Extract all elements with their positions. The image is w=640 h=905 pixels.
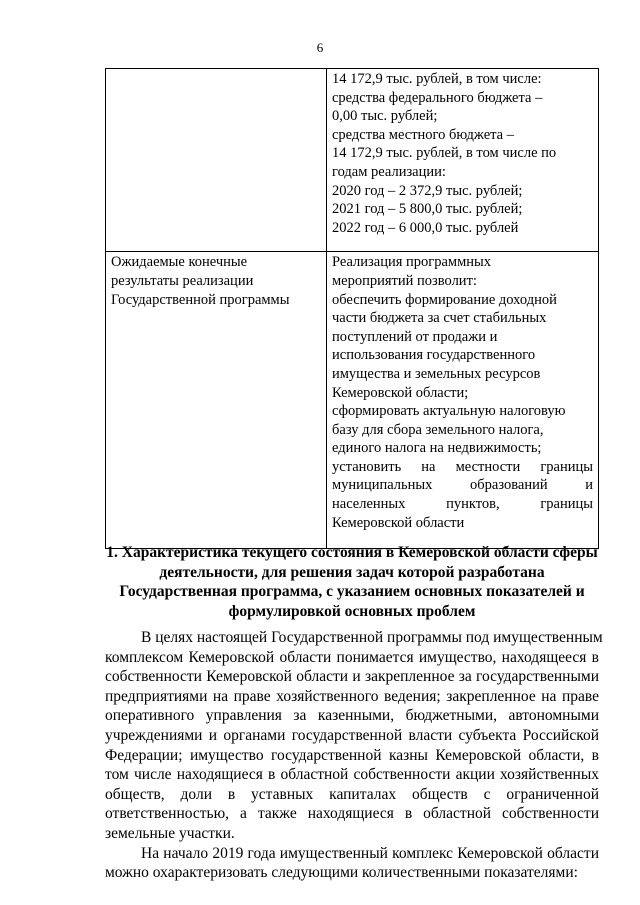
table-row bbox=[106, 252, 599, 549]
cell-line: годам реализации: bbox=[332, 163, 446, 180]
heading-line: деятельности, для решения задач которой разработана bbox=[159, 563, 545, 581]
heading-line: Государственная программа, с указанием основных показателей и bbox=[119, 583, 585, 600]
paragraph-line: На начало 2019 года имущественный комплекс Кемеровской области bbox=[141, 844, 599, 862]
table-cell-label bbox=[106, 69, 327, 252]
cell-line: муниципальных образований и bbox=[332, 477, 593, 494]
heading-line: формулировкой основных проблем bbox=[228, 602, 476, 620]
paragraph-line: оперативного управления за казенными, бюджетными, автономными bbox=[105, 707, 599, 725]
cell-line: поступлений от продажи и bbox=[332, 328, 498, 345]
cell-line: 14 172,9 тыс. рублей, в том числе: bbox=[332, 71, 542, 87]
paragraph-line: комплексом Кемеровской области понимается имущество, находящееся в bbox=[105, 648, 599, 666]
paragraph-line: том числе находящиеся в областной собственности акции хозяйственных bbox=[105, 766, 599, 784]
cell-line: 0,00 тыс. рублей; bbox=[332, 108, 438, 125]
heading-line: 1. Характеристика текущего состояния в Кемеровской области сферы bbox=[106, 544, 598, 561]
cell-line: Государственной программы bbox=[111, 291, 290, 308]
cell-line: 14 172,9 тыс. рублей, в том числе по bbox=[332, 145, 557, 162]
table-cell-expected-results bbox=[327, 252, 599, 549]
cell-line: сформировать актуальную налоговую bbox=[332, 403, 566, 420]
cell-line: результаты реализации bbox=[111, 272, 254, 289]
cell-line: имущества и земельных ресурсов bbox=[332, 365, 541, 382]
cell-line: населенных пунктов, границы bbox=[332, 496, 593, 513]
paragraph-line: Федерации; имущество государственной казны Кемеровской области, в bbox=[105, 746, 599, 764]
section-heading bbox=[105, 543, 599, 621]
cell-line: Кемеровской области; bbox=[332, 384, 469, 401]
table-cell-label bbox=[106, 252, 327, 549]
cell-line: 2022 год – 6 000,0 тыс. рублей bbox=[332, 219, 519, 236]
section-body bbox=[105, 628, 603, 883]
paragraph-line: предприятиями на праве хозяйственного ведения; закрепленное на праве bbox=[105, 687, 599, 705]
paragraph-line: учреждениями и органами государственной власти субъекта Российской bbox=[105, 726, 599, 744]
paragraph-line: собственности Кемеровской области и закрепленное за государственными bbox=[105, 668, 599, 686]
page-number: 6 bbox=[316, 40, 324, 55]
cell-line: Ожидаемые конечные bbox=[111, 254, 248, 271]
paragraph-line: В целях настоящей Государственной программы под имущественным bbox=[141, 629, 603, 646]
table-row bbox=[106, 69, 599, 252]
cell-line: обеспечить формирование доходной bbox=[332, 291, 557, 308]
paragraph-line: земельные участки. bbox=[105, 824, 235, 842]
paragraph-line: обществ, доли в уставных капиталах обществ с ограниченной bbox=[105, 785, 599, 803]
cell-line: установить на местности границы bbox=[332, 458, 593, 475]
cell-line: средства федерального бюджета – bbox=[332, 89, 543, 106]
cell-line: мероприятий позволит: bbox=[332, 272, 477, 289]
cell-line: 2020 год – 2 372,9 тыс. рублей; bbox=[332, 182, 523, 199]
cell-line: базу для сбора земельного налога, bbox=[332, 421, 544, 438]
cell-line: средства местного бюджета – bbox=[332, 126, 514, 143]
cell-line: Кемеровской области bbox=[332, 514, 465, 531]
cell-line: 2021 год – 5 800,0 тыс. рублей; bbox=[332, 201, 523, 218]
cell-line: использования государственного bbox=[332, 347, 536, 364]
paragraph-line: ответственностью, а также находящиеся в областной собственности bbox=[105, 805, 599, 823]
program-passport-table bbox=[105, 68, 599, 549]
cell-line: Реализация программных bbox=[332, 254, 492, 271]
cell-line: части бюджета за счет стабильных bbox=[332, 310, 547, 327]
table-cell-financing bbox=[327, 69, 599, 252]
cell-line: единого налога на недвижимость; bbox=[332, 440, 542, 457]
paragraph-line: можно охарактеризовать следующими количественными показателями: bbox=[105, 864, 578, 882]
